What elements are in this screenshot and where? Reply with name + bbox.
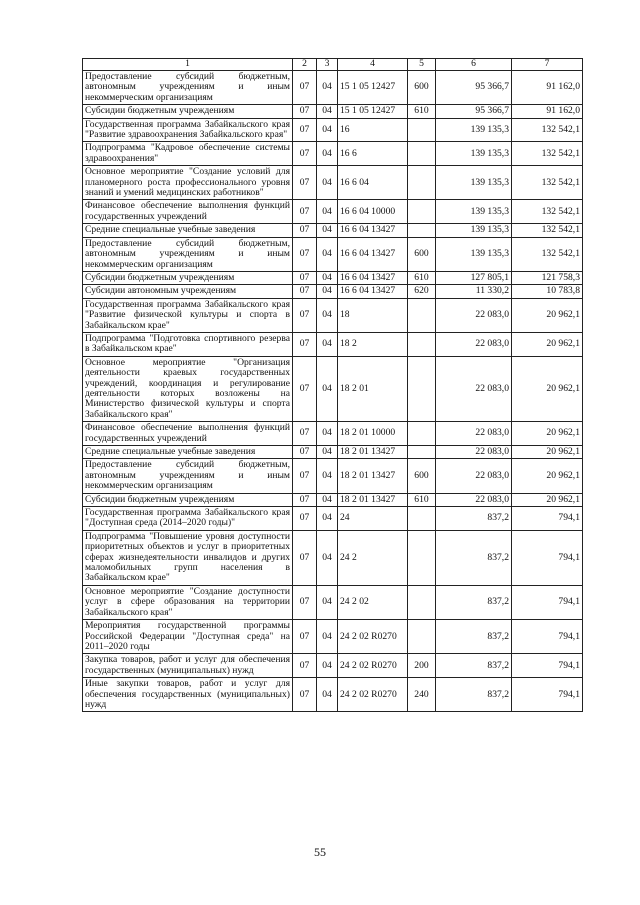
table-body <box>83 71 583 712</box>
amount-col6-cell: 11 330,2 <box>436 285 512 298</box>
subsection-code-cell: 04 <box>317 493 338 506</box>
target-article-cell: 24 2 02 <box>338 585 408 619</box>
expense-type-cell <box>408 142 436 166</box>
row-name-cell: Субсидии бюджетным учреждениям <box>83 493 293 506</box>
amount-col7-cell: 132 542,1 <box>512 200 583 224</box>
amount-col6-cell: 22 083,0 <box>436 493 512 506</box>
section-code-cell: 07 <box>293 654 317 678</box>
table-row <box>83 166 583 200</box>
table-row <box>83 446 583 459</box>
expense-type-cell: 600 <box>408 237 436 271</box>
expense-type-cell: 600 <box>408 459 436 493</box>
section-code-cell: 07 <box>293 446 317 459</box>
table-row <box>83 422 583 446</box>
row-name-cell: Подпрограмма "Подготовка спортивного резерва в Забайкальском крае" <box>83 332 293 356</box>
column-header-4: 4 <box>338 59 408 71</box>
expense-type-cell: 610 <box>408 271 436 284</box>
section-code-cell: 07 <box>293 459 317 493</box>
subsection-code-cell: 04 <box>317 422 338 446</box>
amount-col6-cell: 139 135,3 <box>436 166 512 200</box>
target-article-cell: 24 2 02 R0270 <box>338 654 408 678</box>
row-name-cell: Предоставление субсидий бюджетным, автономным учреждениям и иным некоммерческим организациям <box>83 459 293 493</box>
row-name-cell: Государственная программа Забайкальского края "Развитие здравоохранения Забайкальского края" <box>83 118 293 142</box>
row-name-cell: Основное мероприятие "Организация деятельности краевых государственных учреждений, координация и регулирование деятельности которых возложены на Министерство физической культуры и спорта Забайкальского края" <box>83 356 293 421</box>
subsection-code-cell: 04 <box>317 459 338 493</box>
amount-col7-cell: 20 962,1 <box>512 493 583 506</box>
section-code-cell: 07 <box>293 285 317 298</box>
subsection-code-cell: 04 <box>317 530 338 585</box>
section-code-cell: 07 <box>293 332 317 356</box>
table-row <box>83 332 583 356</box>
target-article-cell: 18 <box>338 298 408 332</box>
row-name-cell: Основное мероприятие "Создание доступности услуг в сфере образования на территории Забайкальского края" <box>83 585 293 619</box>
amount-col6-cell: 22 083,0 <box>436 422 512 446</box>
column-header-3: 3 <box>317 59 338 71</box>
column-header-5: 5 <box>408 59 436 71</box>
table-row <box>83 678 583 712</box>
target-article-cell: 24 2 02 R0270 <box>338 678 408 712</box>
target-article-cell: 24 2 <box>338 530 408 585</box>
expense-type-cell <box>408 224 436 237</box>
amount-col7-cell: 132 542,1 <box>512 166 583 200</box>
table-row <box>83 224 583 237</box>
amount-col6-cell: 22 083,0 <box>436 332 512 356</box>
table-row <box>83 200 583 224</box>
section-code-cell: 07 <box>293 507 317 531</box>
section-code-cell: 07 <box>293 530 317 585</box>
table-row <box>83 118 583 142</box>
amount-col7-cell: 794,1 <box>512 620 583 654</box>
amount-col6-cell: 837,2 <box>436 507 512 531</box>
row-name-cell: Средние специальные учебные заведения <box>83 224 293 237</box>
section-code-cell: 07 <box>293 678 317 712</box>
target-article-cell: 18 2 <box>338 332 408 356</box>
target-article-cell: 16 6 04 13427 <box>338 285 408 298</box>
amount-col6-cell: 22 083,0 <box>436 356 512 421</box>
amount-col6-cell: 837,2 <box>436 620 512 654</box>
section-code-cell: 07 <box>293 422 317 446</box>
target-article-cell: 16 6 04 10000 <box>338 200 408 224</box>
column-header-2: 2 <box>293 59 317 71</box>
table-row <box>83 105 583 118</box>
column-header-1: 1 <box>83 59 293 71</box>
amount-col6-cell: 139 135,3 <box>436 142 512 166</box>
section-code-cell: 07 <box>293 237 317 271</box>
target-article-cell: 16 6 04 <box>338 166 408 200</box>
subsection-code-cell: 04 <box>317 620 338 654</box>
amount-col6-cell: 139 135,3 <box>436 200 512 224</box>
amount-col7-cell: 10 783,8 <box>512 285 583 298</box>
row-name-cell: Мероприятия государственной программы Российской Федерации "Доступная среда" на 2011–2020 годы <box>83 620 293 654</box>
expense-type-cell <box>408 166 436 200</box>
table-row <box>83 356 583 421</box>
section-code-cell: 07 <box>293 200 317 224</box>
amount-col6-cell: 837,2 <box>436 530 512 585</box>
section-code-cell: 07 <box>293 142 317 166</box>
table-row <box>83 271 583 284</box>
column-header-6: 6 <box>436 59 512 71</box>
table-row <box>83 237 583 271</box>
table-row <box>83 459 583 493</box>
target-article-cell: 24 2 02 R0270 <box>338 620 408 654</box>
expense-type-cell <box>408 118 436 142</box>
row-name-cell: Средние специальные учебные заведения <box>83 446 293 459</box>
table-row <box>83 298 583 332</box>
row-name-cell: Предоставление субсидий бюджетным, автономным учреждениям и иным некоммерческим организациям <box>83 71 293 105</box>
row-name-cell: Государственная программа Забайкальского края "Развитие физической культуры и спорта в Забайкальском крае" <box>83 298 293 332</box>
subsection-code-cell: 04 <box>317 446 338 459</box>
amount-col6-cell: 22 083,0 <box>436 298 512 332</box>
subsection-code-cell: 04 <box>317 507 338 531</box>
section-code-cell: 07 <box>293 271 317 284</box>
target-article-cell: 15 1 05 12427 <box>338 105 408 118</box>
section-code-cell: 07 <box>293 356 317 421</box>
table-row <box>83 585 583 619</box>
amount-col7-cell: 132 542,1 <box>512 118 583 142</box>
target-article-cell: 16 6 04 13427 <box>338 237 408 271</box>
target-article-cell: 16 <box>338 118 408 142</box>
subsection-code-cell: 04 <box>317 678 338 712</box>
amount-col6-cell: 95 366,7 <box>436 105 512 118</box>
table-row <box>83 530 583 585</box>
subsection-code-cell: 04 <box>317 332 338 356</box>
target-article-cell: 15 1 05 12427 <box>338 71 408 105</box>
section-code-cell: 07 <box>293 166 317 200</box>
expense-type-cell <box>408 446 436 459</box>
amount-col6-cell: 95 366,7 <box>436 71 512 105</box>
subsection-code-cell: 04 <box>317 166 338 200</box>
expense-type-cell: 610 <box>408 105 436 118</box>
table-row <box>83 620 583 654</box>
amount-col7-cell: 91 162,0 <box>512 105 583 118</box>
amount-col7-cell: 20 962,1 <box>512 459 583 493</box>
table-row <box>83 507 583 531</box>
page-number: 55 <box>314 845 326 859</box>
amount-col7-cell: 132 542,1 <box>512 142 583 166</box>
expense-type-cell <box>408 507 436 531</box>
subsection-code-cell: 04 <box>317 105 338 118</box>
subsection-code-cell: 04 <box>317 237 338 271</box>
expense-type-cell <box>408 422 436 446</box>
subsection-code-cell: 04 <box>317 356 338 421</box>
amount-col7-cell: 794,1 <box>512 507 583 531</box>
amount-col6-cell: 837,2 <box>436 585 512 619</box>
row-name-cell: Подпрограмма "Кадровое обеспечение системы здравоохранения" <box>83 142 293 166</box>
subsection-code-cell: 04 <box>317 298 338 332</box>
amount-col6-cell: 139 135,3 <box>436 224 512 237</box>
subsection-code-cell: 04 <box>317 224 338 237</box>
amount-col6-cell: 22 083,0 <box>436 446 512 459</box>
amount-col7-cell: 794,1 <box>512 530 583 585</box>
section-code-cell: 07 <box>293 71 317 105</box>
amount-col7-cell: 794,1 <box>512 654 583 678</box>
row-name-cell: Подпрограмма "Повышение уровня доступности приоритетных объектов и услуг в приоритетных сферах жизнедеятельности инвалидов и других маломобильных групп населения в Забайкальском крае" <box>83 530 293 585</box>
row-name-cell: Финансовое обеспечение выполнения функций государственных учреждений <box>83 200 293 224</box>
header-row <box>83 59 583 71</box>
amount-col7-cell: 132 542,1 <box>512 224 583 237</box>
target-article-cell: 16 6 <box>338 142 408 166</box>
amount-col6-cell: 837,2 <box>436 654 512 678</box>
expense-type-cell <box>408 298 436 332</box>
table-row <box>83 142 583 166</box>
amount-col7-cell: 794,1 <box>512 678 583 712</box>
subsection-code-cell: 04 <box>317 285 338 298</box>
target-article-cell: 18 2 01 <box>338 356 408 421</box>
expense-type-cell: 600 <box>408 71 436 105</box>
amount-col7-cell: 132 542,1 <box>512 237 583 271</box>
expense-type-cell <box>408 620 436 654</box>
table-row <box>83 285 583 298</box>
target-article-cell: 18 2 01 10000 <box>338 422 408 446</box>
amount-col7-cell: 121 758,3 <box>512 271 583 284</box>
budget-table-container <box>82 58 582 712</box>
table-row <box>83 71 583 105</box>
expense-type-cell <box>408 585 436 619</box>
subsection-code-cell: 04 <box>317 654 338 678</box>
subsection-code-cell: 04 <box>317 200 338 224</box>
amount-col6-cell: 127 805,1 <box>436 271 512 284</box>
target-article-cell: 18 2 01 13427 <box>338 459 408 493</box>
subsection-code-cell: 04 <box>317 118 338 142</box>
column-header-7: 7 <box>512 59 583 71</box>
amount-col6-cell: 139 135,3 <box>436 237 512 271</box>
amount-col6-cell: 139 135,3 <box>436 118 512 142</box>
row-name-cell: Субсидии бюджетным учреждениям <box>83 105 293 118</box>
target-article-cell: 16 6 04 13427 <box>338 224 408 237</box>
expense-type-cell: 610 <box>408 493 436 506</box>
section-code-cell: 07 <box>293 224 317 237</box>
expense-type-cell: 240 <box>408 678 436 712</box>
expense-type-cell <box>408 530 436 585</box>
expense-type-cell <box>408 332 436 356</box>
expense-type-cell: 200 <box>408 654 436 678</box>
row-name-cell: Государственная программа Забайкальского края "Доступная среда (2014–2020 годы)" <box>83 507 293 531</box>
table-row <box>83 493 583 506</box>
expense-type-cell: 620 <box>408 285 436 298</box>
amount-col7-cell: 20 962,1 <box>512 422 583 446</box>
row-name-cell: Субсидии автономным учреждениям <box>83 285 293 298</box>
expense-type-cell <box>408 200 436 224</box>
budget-table <box>82 58 583 712</box>
amount-col7-cell: 20 962,1 <box>512 446 583 459</box>
row-name-cell: Основное мероприятие "Создание условий для планомерного роста профессионального уровня знаний и умений медицинских работников" <box>83 166 293 200</box>
subsection-code-cell: 04 <box>317 142 338 166</box>
amount-col7-cell: 794,1 <box>512 585 583 619</box>
section-code-cell: 07 <box>293 105 317 118</box>
target-article-cell: 24 <box>338 507 408 531</box>
subsection-code-cell: 04 <box>317 585 338 619</box>
section-code-cell: 07 <box>293 118 317 142</box>
row-name-cell: Субсидии бюджетным учреждениям <box>83 271 293 284</box>
section-code-cell: 07 <box>293 493 317 506</box>
row-name-cell: Иные закупки товаров, работ и услуг для обеспечения государственных (муниципальных) нужд <box>83 678 293 712</box>
row-name-cell: Закупка товаров, работ и услуг для обеспечения государственных (муниципальных) нужд <box>83 654 293 678</box>
section-code-cell: 07 <box>293 298 317 332</box>
amount-col6-cell: 22 083,0 <box>436 459 512 493</box>
subsection-code-cell: 04 <box>317 71 338 105</box>
table-row <box>83 654 583 678</box>
expense-type-cell <box>408 356 436 421</box>
subsection-code-cell: 04 <box>317 271 338 284</box>
amount-col7-cell: 91 162,0 <box>512 71 583 105</box>
section-code-cell: 07 <box>293 620 317 654</box>
row-name-cell: Предоставление субсидий бюджетным, автономным учреждениям и иным некоммерческим организациям <box>83 237 293 271</box>
amount-col7-cell: 20 962,1 <box>512 332 583 356</box>
amount-col7-cell: 20 962,1 <box>512 298 583 332</box>
section-code-cell: 07 <box>293 585 317 619</box>
target-article-cell: 18 2 01 13427 <box>338 446 408 459</box>
row-name-cell: Финансовое обеспечение выполнения функций государственных учреждений <box>83 422 293 446</box>
target-article-cell: 18 2 01 13427 <box>338 493 408 506</box>
target-article-cell: 16 6 04 13427 <box>338 271 408 284</box>
amount-col7-cell: 20 962,1 <box>512 356 583 421</box>
amount-col6-cell: 837,2 <box>436 678 512 712</box>
